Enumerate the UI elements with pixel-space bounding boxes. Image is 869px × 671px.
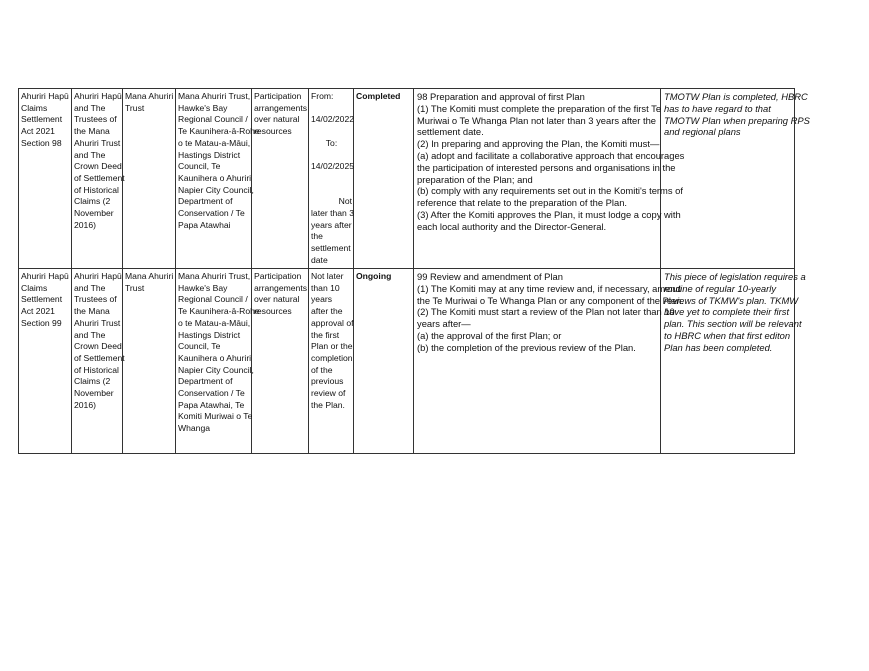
cell-text-line: arrangements [254, 282, 308, 293]
cell-text-line: Hastings District [178, 149, 241, 160]
cell-text-line: To: [325, 137, 338, 148]
cell-text-line: Plan has been completed. [664, 341, 773, 353]
cell-text-line: TMOTW Plan when preparing RPS [664, 114, 810, 126]
cell-text-line: Ongoing [356, 271, 392, 281]
cell-text-line: Trustees of [74, 114, 117, 125]
category-cell [252, 89, 309, 269]
cell-text-line: Ahuriri Hapū [74, 91, 122, 101]
cell-text-line: 2016) [74, 219, 96, 230]
cell-text-line: date [311, 254, 328, 265]
cell-text-line: settlement date. [417, 126, 484, 138]
status-cell [354, 89, 414, 269]
timeframe-cell [309, 269, 354, 454]
cell-text-line: of the [311, 364, 333, 375]
cell-text-line: Mana Ahuriri Trust, [178, 271, 251, 281]
cell-text-line: (2) The Komiti must start a review of the Plan not later than 10 [417, 306, 675, 318]
cell-text-line: Claims [21, 102, 48, 113]
cell-text-line: Napier City Council, [178, 184, 254, 195]
cell-text-line: Muriwai o Te Whanga Plan not later than 3 years after the [417, 114, 657, 126]
cell-text-line: Regional Council / [178, 114, 248, 125]
cell-text-line: Claims (2 [74, 196, 111, 207]
cell-text-line: From: [311, 91, 334, 101]
status-cell [354, 269, 414, 454]
cell-text-line: and regional plans [664, 126, 741, 138]
cell-text-line: Ahuriri Trust [74, 137, 121, 148]
cell-text-line: Regional Council / [178, 294, 248, 305]
cell-text-line: and The [74, 329, 106, 340]
cell-text-line: settlement [311, 243, 351, 254]
cell-text-line: 14/02/2022 [311, 114, 355, 125]
cell-text-line: Kaunihera o Ahuriri [178, 352, 252, 363]
cell-text-line: the Mana [74, 126, 110, 137]
cell-text-line: Crown Deed [74, 161, 122, 172]
cell-text-line: plan. This section will be relevant [664, 318, 802, 330]
cell-text-line: Trust [125, 282, 145, 293]
cell-text-line: Department of [178, 196, 233, 207]
cell-text-line: and The [74, 149, 106, 160]
cell-text-line: reviews of TKMW's plan. TKMW [664, 294, 799, 306]
cell-text-line: the first [311, 329, 340, 340]
cell-text-line: the [311, 231, 323, 242]
cell-text-line: Ahuriri Hapū [21, 271, 69, 281]
cell-text-line: each local authority and the Director-General. [417, 220, 607, 232]
cell-text-line: the participation of interested persons and organisations in the [417, 161, 676, 173]
cell-text-line: (1) The Komiti may at any time review and, if necessary, amend [417, 282, 681, 294]
cell-text-line: (1) The Komiti must complete the preparation of the first Te [417, 102, 662, 114]
cell-text-line: completion [311, 352, 353, 363]
cell-text-line: over natural [254, 114, 300, 125]
cell-text-line: of Historical [74, 184, 119, 195]
cell-text-line: This piece of legislation requires a [664, 271, 806, 282]
cell-text-line: Not later [311, 271, 344, 281]
cell-text-line: Papa Atawhai, Te [178, 399, 245, 410]
cell-text-line: Section 98 [21, 137, 62, 148]
cell-text-line: Settlement [21, 114, 63, 125]
cell-text-line: Papa Atawhai [178, 219, 231, 230]
obligations-table [18, 88, 810, 454]
cell-text-line: and The [74, 282, 106, 293]
cell-text-line [311, 126, 352, 138]
cell-text-line: 99 Review and amendment of Plan [417, 271, 563, 282]
cell-text-line: reference that relate to the preparation of the Plan. [417, 197, 628, 209]
cell-text-line [311, 185, 352, 197]
entity-cell [123, 89, 176, 269]
cell-text-line: Not [338, 196, 352, 207]
category-cell [252, 269, 309, 454]
cell-text-line: Department of [178, 376, 233, 387]
affected-parties-cell [176, 89, 260, 269]
cell-text-line: Ahuriri Hapū [21, 91, 69, 101]
cell-text-line: than 10 [311, 282, 340, 293]
cell-text-line: previous [311, 376, 344, 387]
cell-text-line: has to have regard to that [664, 102, 771, 114]
cell-text-line: after the [311, 306, 343, 317]
cell-text-line: have yet to complete their first [664, 306, 790, 318]
cell-text-line: Hastings District [178, 329, 241, 340]
cell-text-line: TMOTW Plan is completed, HBRC [664, 91, 808, 102]
cell-text-line: the Plan. [311, 399, 345, 410]
cell-text-line [311, 173, 352, 185]
cell-text-line: arrangements [254, 102, 308, 113]
cell-text-line: Trustees of [74, 294, 117, 305]
affected-parties-cell [176, 269, 260, 454]
cell-text-line: of Settlement [74, 172, 125, 183]
cell-text-line: Council, Te [178, 341, 221, 352]
cell-text-line: Mana Ahuriri Trust, [178, 91, 251, 101]
provision-text-cell [414, 89, 685, 269]
cell-text-line: Ahuriri Trust [74, 317, 121, 328]
cell-text-line: 2016) [74, 399, 96, 410]
cell-text-line: later than 3 [311, 207, 354, 218]
cell-text-line: preparation of the Plan; and [417, 173, 533, 185]
cell-text-line: of Historical [74, 364, 119, 375]
cell-text-line: Completed [356, 91, 401, 101]
cell-text-line: Act 2021 [21, 306, 55, 317]
table-row [19, 269, 795, 454]
cell-text-line: Napier City Council, [178, 364, 254, 375]
cell-text-line: Crown Deed [74, 341, 122, 352]
cell-text-line: o te Matau-a-Māui, [178, 317, 251, 328]
cell-text-line: years after [311, 219, 352, 230]
cell-text-line: Mana Ahuriri [125, 91, 174, 101]
cell-text-line [311, 149, 352, 161]
parties-cell [72, 269, 123, 454]
cell-text-line: Claims [21, 282, 48, 293]
cell-text-line: Trust [125, 102, 145, 113]
cell-text-line: Participation [254, 271, 302, 281]
legislation-cell [19, 269, 72, 454]
cell-text-line [311, 103, 352, 115]
cell-text-line: Mana Ahuriri [125, 271, 174, 281]
cell-text-line: resources [254, 126, 292, 137]
cell-text-line: (a) the approval of the first Plan; or [417, 329, 562, 341]
provision-text-cell [414, 269, 684, 454]
legislation-cell [19, 89, 72, 269]
cell-text-line: Hawke's Bay [178, 102, 228, 113]
cell-text-line: Hawke's Bay [178, 282, 228, 293]
cell-text-line: of Settlement [74, 352, 125, 363]
cell-text-line: routine of regular 10-yearly [664, 282, 777, 294]
cell-text-line: November [74, 208, 114, 219]
cell-text-line: (b) the completion of the previous review of the Plan. [417, 341, 636, 353]
table-row [19, 89, 795, 269]
cell-text-line: Claims (2 [74, 376, 111, 387]
cell-text-line: Section 99 [21, 317, 62, 328]
cell-text-line: Act 2021 [21, 126, 55, 137]
cell-text-line: Kaunihera o Ahuriri [178, 172, 252, 183]
entity-cell [123, 269, 176, 454]
cell-text-line: (a) adopt and facilitate a collaborative approach that encourages [417, 149, 685, 161]
cell-text-line: Ahuriri Hapū [74, 271, 122, 281]
comment-cell [661, 269, 806, 454]
cell-text-line: review of [311, 388, 346, 399]
cell-text-line: 98 Preparation and approval of first Plan [417, 91, 585, 102]
cell-text-line: Whanga [178, 423, 211, 434]
cell-text-line: (2) In preparing and approving the Plan, the Komiti must— [417, 138, 660, 150]
cell-text-line: Te Kaunihera-ā-Rohe [178, 306, 260, 317]
cell-text-line: and The [74, 102, 106, 113]
cell-text-line: o te Matau-a-Māui, [178, 137, 251, 148]
cell-text-line: Settlement [21, 294, 63, 305]
cell-text-line: (b) comply with any requirements set out in the Komiti's terms of [417, 185, 683, 197]
cell-text-line: November [74, 388, 114, 399]
cell-text-line: 14/02/2025 [311, 161, 355, 172]
cell-text-line: the Te Muriwai o Te Whanga Plan or any component of the Plan. [417, 294, 684, 306]
cell-text-line: Council, Te [178, 161, 221, 172]
cell-text-line: approval of [311, 317, 354, 328]
cell-text-line: Participation [254, 91, 302, 101]
cell-text-line: Te Kaunihera-ā-Rohe [178, 126, 260, 137]
cell-text-line: over natural [254, 294, 300, 305]
cell-text-line: Komiti Muriwai o Te [178, 411, 253, 422]
timeframe-cell [309, 89, 354, 269]
cell-text-line: years [311, 294, 333, 305]
cell-text-line: Conservation / Te [178, 208, 245, 219]
cell-text-line: to HBRC when that first editon [664, 329, 791, 341]
cell-text-line: resources [254, 306, 292, 317]
cell-text-line: Conservation / Te [178, 388, 245, 399]
cell-text-line: years after— [417, 318, 471, 330]
cell-text-line: (3) After the Komiti approves the Plan, it must lodge a copy with [417, 208, 681, 220]
parties-cell [72, 89, 123, 269]
cell-text-line: the Mana [74, 306, 110, 317]
comment-cell [661, 89, 810, 269]
cell-text-line: Plan or the [311, 341, 353, 352]
